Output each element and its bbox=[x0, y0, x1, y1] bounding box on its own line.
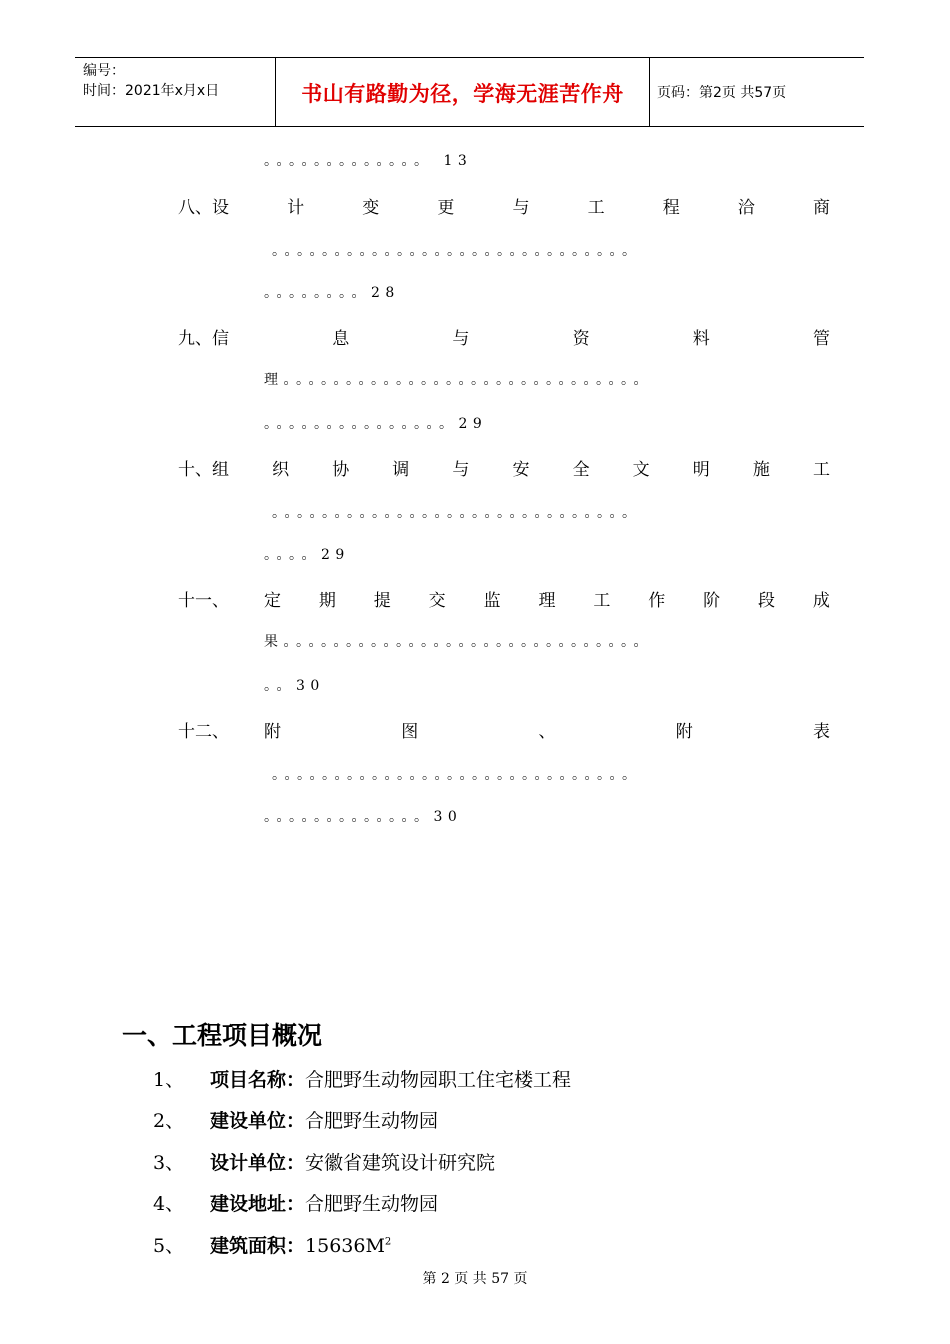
toc-entry-appendices bbox=[264, 717, 830, 742]
toc-heading-char: 阶 bbox=[703, 591, 721, 611]
toc-heading-char: 料 bbox=[692, 329, 710, 349]
toc-heading-char: 文 bbox=[632, 460, 650, 480]
toc-entry-periodic-reports bbox=[264, 586, 830, 611]
item-label: 项目名称： bbox=[210, 1069, 306, 1091]
toc-heading-char: 交 bbox=[428, 591, 446, 611]
toc-entry-information-management bbox=[178, 324, 830, 349]
toc-heading-char: 作 bbox=[648, 591, 666, 611]
toc-entry-safety-civilized-construction bbox=[178, 455, 830, 480]
project-info-item bbox=[153, 1189, 438, 1216]
toc-heading-char: 附 bbox=[675, 722, 693, 742]
superscript: 2 bbox=[384, 1236, 392, 1248]
item-number: 3、 bbox=[153, 1152, 185, 1174]
toc-leader-dots: 。。。。。。。。。。。。。。。。。。。。。。。。。。。。。 bbox=[272, 505, 642, 521]
toc-heading-char: 计 bbox=[287, 198, 305, 218]
toc-heading-char: 八、设 bbox=[178, 198, 229, 218]
toc-leader-dots: 。。30 bbox=[264, 678, 325, 694]
toc-leader-dots: 。。。。29 bbox=[264, 547, 350, 563]
toc-heading-char: 定 bbox=[264, 591, 281, 611]
item-value: 15636M bbox=[305, 1235, 385, 1257]
toc-heading-char: 变 bbox=[362, 198, 380, 218]
toc-heading-char: 商 bbox=[813, 198, 830, 218]
toc-heading-char: 息 bbox=[332, 329, 350, 349]
section-title: 一、工程项目概况 bbox=[122, 1021, 323, 1050]
toc-heading-char: 资 bbox=[572, 329, 590, 349]
project-info-item bbox=[153, 1148, 495, 1175]
toc-heading-char: 织 bbox=[272, 460, 290, 480]
item-number: 2、 bbox=[153, 1110, 185, 1132]
toc-heading-char: 工 bbox=[593, 591, 611, 611]
header-page-info: 页码：第2页 共57页 bbox=[657, 85, 787, 101]
toc-entry-design-change bbox=[178, 193, 830, 218]
toc-leader-dots: 。。。。。。。。。。。。。。。29 bbox=[264, 416, 488, 432]
item-label: 建设地址： bbox=[210, 1193, 306, 1215]
toc-heading-char: 附 bbox=[264, 722, 281, 742]
toc-heading-char: 洽 bbox=[737, 198, 755, 218]
toc-heading-char: 调 bbox=[392, 460, 410, 480]
toc-leader-dots: 。。。。。。。。。。。。。 13 bbox=[264, 153, 473, 169]
item-number: 5、 bbox=[153, 1235, 185, 1257]
item-number: 1、 bbox=[153, 1069, 185, 1091]
page-footer: 第 2 页 共 57 页 bbox=[422, 1271, 528, 1287]
header-motto: 书山有路勤为径，学海无涯苦作舟 bbox=[301, 82, 624, 106]
header-meta bbox=[83, 61, 219, 101]
toc-heading-char: 九、信 bbox=[178, 329, 229, 349]
item-value: 合肥野生动物园 bbox=[305, 1110, 439, 1132]
toc-heading-char: 更 bbox=[437, 198, 455, 218]
page-header bbox=[75, 57, 864, 127]
toc-entry-number: 十一、 bbox=[178, 591, 229, 611]
header-divider bbox=[649, 58, 650, 126]
item-label: 建筑面积： bbox=[210, 1235, 306, 1257]
toc-heading-char: 工 bbox=[812, 460, 830, 480]
item-value: 合肥野生动物园 bbox=[305, 1193, 439, 1215]
toc-heading-char: 安 bbox=[512, 460, 530, 480]
item-value: 安徽省建筑设计研究院 bbox=[305, 1152, 496, 1174]
toc-heading-char: 段 bbox=[758, 591, 776, 611]
toc-heading-char: 监 bbox=[483, 591, 501, 611]
item-value: 合肥野生动物园职工住宅楼工程 bbox=[305, 1069, 572, 1091]
toc-leader-dots: 。。。。。。。。。。。。。。。。。。。。。。。。。。。。。 bbox=[272, 767, 642, 783]
item-label: 建设单位： bbox=[210, 1110, 306, 1132]
number-label: 编号： bbox=[83, 63, 125, 79]
toc-heading-char: 理 bbox=[538, 591, 556, 611]
toc-leader-dots: 。。。。。。。。28 bbox=[264, 285, 400, 301]
toc-heading-char: 、 bbox=[538, 722, 556, 742]
item-number: 4、 bbox=[153, 1193, 185, 1215]
project-info-item bbox=[153, 1065, 571, 1092]
project-info-item bbox=[153, 1231, 391, 1258]
time-line: 时间：2021年x月x日 bbox=[83, 83, 220, 99]
toc-heading-char: 提 bbox=[373, 591, 391, 611]
item-label: 设计单位： bbox=[210, 1152, 306, 1174]
toc-heading-char: 成 bbox=[812, 591, 830, 611]
toc-entry-continuation: 果。。。。。。。。。。。。。。。。。。。。。。。。。。。。。 bbox=[264, 634, 653, 650]
toc-heading-char: 管 bbox=[812, 329, 830, 349]
toc-heading-char: 与 bbox=[452, 329, 470, 349]
toc-heading-char: 工 bbox=[587, 198, 605, 218]
toc-leader-dots: 。。。。。。。。。。。。。30 bbox=[264, 809, 463, 825]
toc-heading-char: 期 bbox=[318, 591, 336, 611]
toc-heading-char: 与 bbox=[512, 198, 530, 218]
toc-entry-continuation: 理。。。。。。。。。。。。。。。。。。。。。。。。。。。。。 bbox=[264, 372, 653, 388]
toc-heading-char: 施 bbox=[752, 460, 770, 480]
toc-heading-char: 全 bbox=[572, 460, 590, 480]
toc-leader-dots: 。。。。。。。。。。。。。。。。。。。。。。。。。。。。。 bbox=[272, 243, 642, 259]
toc-heading-char: 图 bbox=[401, 722, 419, 742]
toc-heading-char: 协 bbox=[332, 460, 350, 480]
toc-heading-char: 表 bbox=[813, 722, 830, 742]
toc-heading-char: 十、组 bbox=[178, 460, 229, 480]
toc-entry-number: 十二、 bbox=[178, 722, 229, 742]
toc-heading-char: 明 bbox=[692, 460, 710, 480]
toc-heading-char: 程 bbox=[662, 198, 680, 218]
toc-heading-char: 与 bbox=[452, 460, 470, 480]
project-info-item bbox=[153, 1106, 438, 1133]
